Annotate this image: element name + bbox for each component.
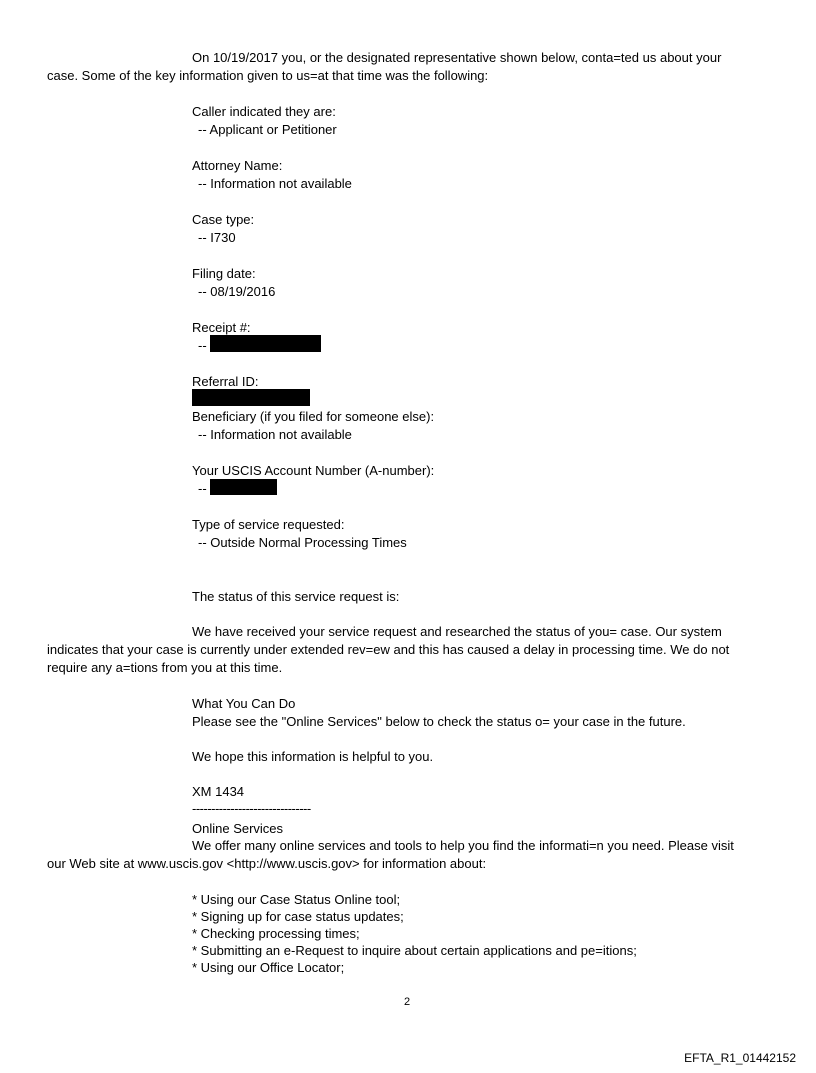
- a-number-value: --: [198, 481, 207, 496]
- online-services-heading: Online Services: [192, 821, 284, 836]
- service-type-label: Type of service requested:: [192, 517, 345, 532]
- online-item-5: * Using our Office Locator;: [192, 960, 345, 975]
- online-services-line-1: We offer many online services and tools to help you find the informati=n you need. Please visit: [192, 838, 734, 853]
- receipt-value: --: [198, 338, 207, 353]
- online-item-2: * Signing up for case status updates;: [192, 909, 404, 924]
- online-services-line-2: our Web site at www.uscis.gov <http://www.uscis.gov> for information about:: [47, 856, 487, 871]
- intro-line-1: On 10/19/2017 you, or the designated representative shown below, conta=ted us about your: [192, 50, 722, 65]
- case-type-value: -- I730: [198, 230, 236, 245]
- online-item-3: * Checking processing times;: [192, 926, 360, 941]
- page-number: 2: [404, 996, 411, 1008]
- receipt-label: Receipt #:: [192, 320, 251, 335]
- case-type-label: Case type:: [192, 212, 255, 227]
- caller-value: -- Applicant or Petitioner: [198, 122, 337, 137]
- status-line-1: We have received your service request and researched the status of you= case. Our system: [192, 624, 722, 639]
- referral-redaction: [192, 389, 310, 406]
- referral-label: Referral ID:: [192, 374, 259, 389]
- status-line-2: indicates that your case is currently under extended rev=ew and this has caused a delay in processing time. We do not: [47, 642, 730, 657]
- intro-line-2: case. Some of the key information given to us=at that time was the following:: [47, 68, 489, 83]
- beneficiary-value: -- Information not available: [198, 427, 352, 442]
- what-you-can-do-text: Please see the "Online Services" below to check the status o= your case in the future.: [192, 714, 686, 729]
- what-you-can-do-heading: What You Can Do: [192, 696, 296, 711]
- hope-text: We hope this information is helpful to you.: [192, 749, 434, 764]
- signature-code: XM 1434: [192, 784, 245, 799]
- online-item-4: * Submitting an e-Request to inquire about certain applications and pe=itions;: [192, 943, 637, 958]
- attorney-label: Attorney Name:: [192, 158, 283, 173]
- a-number-label: Your USCIS Account Number (A-number):: [192, 463, 435, 478]
- service-type-value: -- Outside Normal Processing Times: [198, 535, 407, 550]
- caller-label: Caller indicated they are:: [192, 104, 336, 119]
- document-id: EFTA_R1_01442152: [684, 1051, 796, 1065]
- receipt-redaction: [210, 335, 321, 352]
- beneficiary-label: Beneficiary (if you filed for someone else):: [192, 409, 435, 424]
- filing-date-label: Filing date:: [192, 266, 256, 281]
- divider-line: -------------------------------: [192, 801, 311, 816]
- status-heading: The status of this service request is:: [192, 589, 400, 604]
- attorney-value: -- Information not available: [198, 176, 352, 191]
- status-line-3: require any a=tions from you at this time.: [47, 660, 283, 675]
- online-item-1: * Using our Case Status Online tool;: [192, 892, 401, 907]
- a-number-redaction: [210, 479, 277, 495]
- filing-date-value: -- 08/19/2016: [198, 284, 276, 299]
